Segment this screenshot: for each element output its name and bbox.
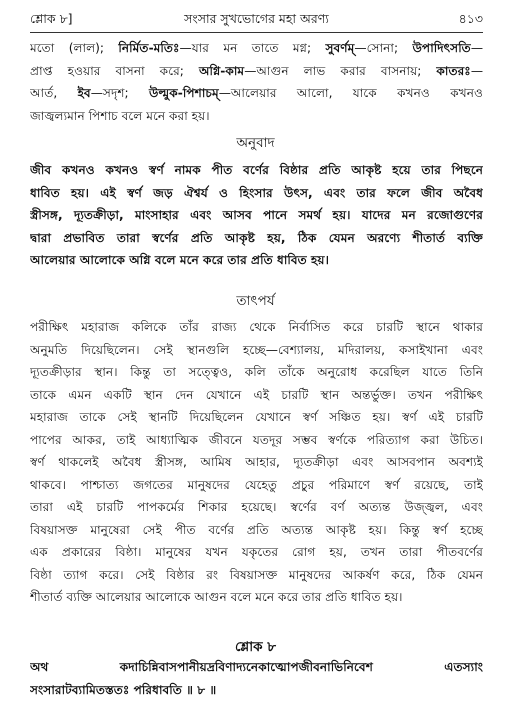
synonyms-line — [30, 105, 483, 128]
page-number: ৪১৩ — [458, 11, 483, 26]
sanskrit-term: অগ্নি-কাম — [198, 63, 245, 78]
header-rule — [30, 32, 483, 33]
purport-line: পাপের আকর, তাই আধ্যাত্মিক জীবনে যতদূর সম্ভব স্বর্ণকে পরিত্যাগ করা উচিত। — [30, 432, 483, 447]
purport-line: তাকে এমন একটি স্থান দেন যেখানে এই চারটি স্থান অন্তর্ভুক্ত। তখন পরীক্ষিৎ — [30, 387, 483, 402]
synonyms-line — [30, 82, 483, 105]
synonyms-paragraph — [30, 37, 483, 127]
purport-line: দ্যূতক্রীড়ার স্থান। কিন্তু তা সত্ত্বেও, কলি তাঁকে অনুরোধ করেছিল যাতে তিনি — [30, 365, 483, 379]
purport-line: বিষ্ঠা ত্যাগ করে। সেই বিষ্ঠার রং বিষয়াসক্ত মানুষদের আকর্ষণ করে, ঠিক যেমন — [30, 567, 483, 582]
definition-text: —আগুন লাভ করার বাসনায়; — [244, 63, 437, 78]
definition-text: জাজ্বল্যমান পিশাচ বলে মনে করা হয়। — [30, 108, 210, 123]
definition-text: —সোনা; — [354, 41, 413, 55]
purport-heading: তাৎপর্য — [236, 293, 275, 309]
definition-text: — — [470, 41, 483, 55]
sanskrit-term: ইব — [77, 86, 91, 100]
definition-text: প্রাপ্ত হওয়ার বাসনা করে; — [30, 63, 199, 78]
definition-text: — — [470, 63, 483, 78]
purport-line: বিষয়াসক্ত মানুষেরা সেই পীত বর্ণের প্রতি অত্যন্ত আকৃষ্ট হয়। কিন্তু স্বর্ণ হচ্ছে — [30, 522, 483, 537]
sanskrit-term: কাতরঃ — [436, 63, 471, 78]
translation-line: দ্বারা প্রভাবিত তারা স্বর্ণের প্রতি আকৃষ্ট হয়, ঠিক যেমন অরণ্যে শীতার্ত ব্যক্তি — [30, 230, 483, 245]
purport-line: স্বর্ণ থাকলেই অবৈধ স্ত্রীসঙ্গ, আমিষ আহার, দ্যূতক্রীড়া এবং আসবপান অবশ্যই — [30, 455, 483, 469]
verse-heading: শ্লোক ৮ — [234, 639, 277, 655]
verse-line: অথ কদাচিন্নিবাসপানীয়দ্রবিণাদ্যনেকাত্মোপজীবনাভিনিবেশ এতস্যাং — [30, 660, 483, 674]
translation-line: জীব কখনও কখনও স্বর্ণ নামক পীত বর্ণের বিষ্ঠার প্রতি আকৃষ্ট হয়ে তার পিছনে — [30, 163, 483, 177]
purport-paragraph — [30, 316, 483, 609]
verse-line: সংসারাটব্যামিতস্ততঃ পরিধাবতি ॥ ৮ ॥ — [30, 682, 217, 697]
purport-line: শীতার্ত ব্যক্তি আলেয়ার আলোকে আগুন বলে মনে করে তার প্রতি ধাবিত হয়। — [30, 590, 403, 604]
definition-text: —যার মন তাতে মগ্ন; — [179, 41, 326, 55]
sanskrit-term: উল্মুক-পিশাচম্ — [149, 86, 219, 100]
sanskrit-term: নির্মিত-মতিঃ — [118, 41, 180, 55]
verse-text — [30, 656, 483, 701]
translation-line: স্ত্রীসঙ্গ, দ্যূতক্রীড়া, মাংসাহার এবং আসব পানে সমর্থ হয়। যাদের মন রজোগুণের — [30, 208, 483, 222]
purport-line: থাকবে। পাশ্চাত্য জগতের মানুষদের যেহেতু প্রচুর পরিমাণে স্বর্ণ রয়েছে, তাই — [30, 477, 483, 492]
translation-line: ধাবিত হয়। এই স্বর্ণ জড় ঐশ্বর্য ও হিংসার উৎস, এবং তার ফলে জীব অবৈধ — [30, 185, 483, 200]
purport-line: পরীক্ষিৎ মহারাজ কলিকে তাঁর রাজ্য থেকে নির্বাসিত করে চারটি স্থানে থাকার — [30, 320, 483, 334]
synonyms-line — [30, 60, 483, 83]
running-header — [30, 11, 483, 33]
purport-line: মহারাজ তাকে সেই স্থানটি দিয়েছিলেন যেখানে স্বর্ণ সঞ্চিত হয়। স্বর্ণ এই চারটি — [30, 410, 483, 424]
sanskrit-term: সুবর্ণম্ — [325, 41, 355, 55]
definition-text: —আলেয়ার আলো, যাকে কখনও কখনও — [218, 86, 483, 100]
sanskrit-term: উপাদিৎসতি — [412, 41, 471, 55]
synonyms-line — [30, 37, 483, 60]
header-verse-ref: শ্লোক ৮] — [30, 11, 73, 26]
purport-line: এক প্রকারের বিষ্ঠা। মানুষের যখন যকৃতের রোগ হয়, তখন তারা পীতবর্ণের — [30, 545, 483, 559]
header-chapter-title: সংসার সুখভোগের মহা অরণ্য — [184, 11, 329, 26]
translation-heading: অনুবাদ — [236, 135, 275, 151]
definition-text: মতো (লাল); — [30, 41, 119, 55]
translation-line: আলেয়ার আলোকে অগ্নি বলে মনে করে তার প্রতি ধাবিত হয়। — [30, 253, 329, 267]
translation-paragraph — [30, 159, 483, 272]
purport-line: অনুমতি দিয়েছিলেন। সেই স্থানগুলি হচ্ছে—বেশ্যালয়, মদিরালয়, কসাইখানা এবং — [30, 342, 483, 357]
definition-text: —সদৃশ; — [90, 86, 149, 100]
purport-line: তারা এই চারটি পাপকর্মের শিকার হয়েছে। স্বর্ণের বর্ণ অত্যন্ত উজ্জ্বল, এবং — [30, 500, 483, 514]
definition-text: আর্ত, — [30, 86, 78, 100]
